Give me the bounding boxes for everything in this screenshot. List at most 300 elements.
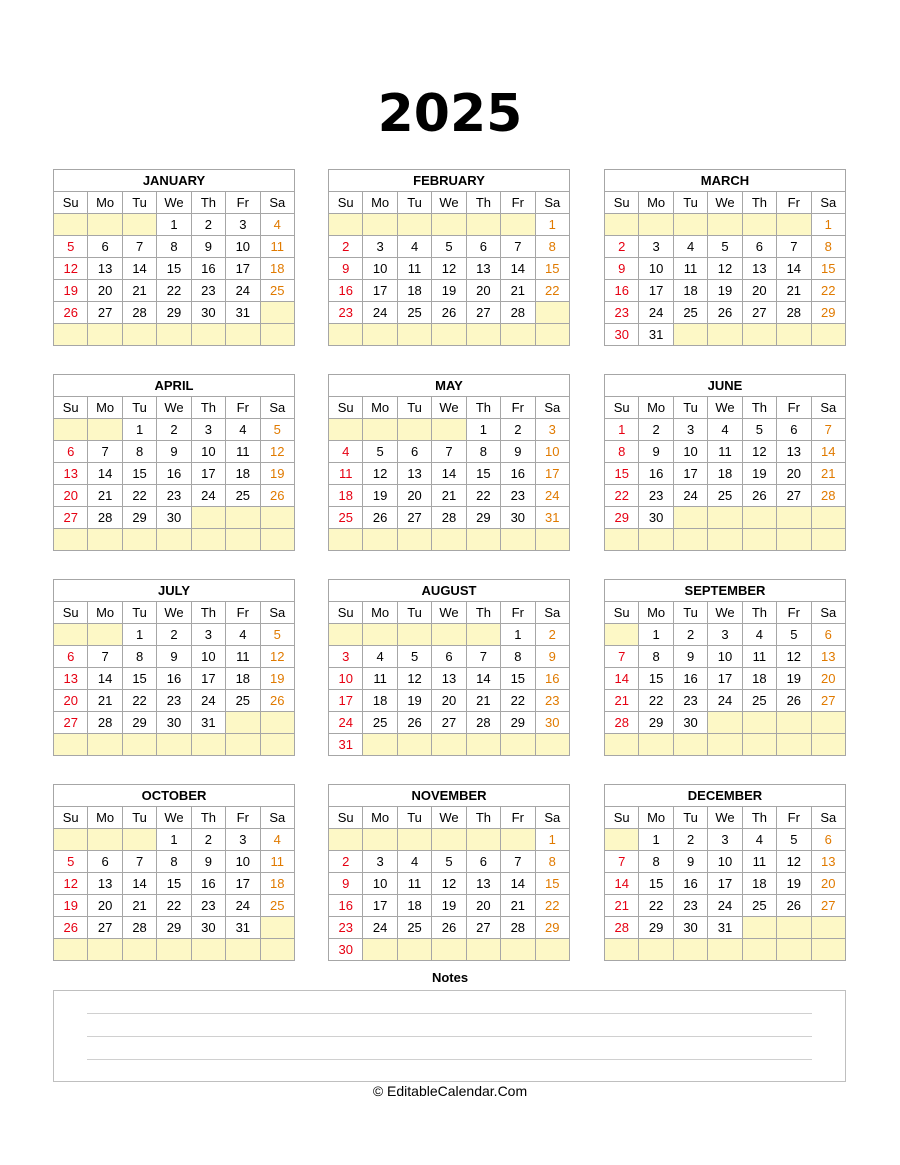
- month-name: NOVEMBER: [329, 785, 570, 807]
- month-september: [604, 579, 846, 756]
- day-cell: 14: [466, 668, 500, 690]
- day-cell: 27: [811, 895, 845, 917]
- day-cell: 5: [777, 829, 811, 851]
- month-november: [328, 784, 570, 961]
- day-cell: 15: [811, 258, 845, 280]
- day-cell: 15: [157, 258, 191, 280]
- day-cell: 10: [673, 441, 707, 463]
- empty-cell: [708, 214, 742, 236]
- day-cell: 18: [742, 873, 776, 895]
- day-cell: 15: [535, 873, 569, 895]
- day-cell: 3: [535, 419, 569, 441]
- empty-cell: [466, 734, 500, 756]
- empty-cell: [329, 624, 363, 646]
- day-cell: 4: [708, 419, 742, 441]
- day-cell: 17: [535, 463, 569, 485]
- empty-cell: [363, 829, 397, 851]
- empty-cell: [363, 734, 397, 756]
- day-cell: 3: [708, 829, 742, 851]
- day-cell: 12: [777, 851, 811, 873]
- day-cell: 27: [742, 302, 776, 324]
- day-cell: 21: [605, 895, 639, 917]
- day-cell: 18: [260, 258, 294, 280]
- day-cell: 21: [122, 280, 156, 302]
- empty-cell: [432, 624, 466, 646]
- weekday-header: Su: [329, 397, 363, 419]
- day-cell: 20: [811, 668, 845, 690]
- day-cell: 20: [466, 895, 500, 917]
- weekday-header: Su: [329, 807, 363, 829]
- day-cell: 24: [329, 712, 363, 734]
- day-cell: 28: [811, 485, 845, 507]
- day-cell: 5: [363, 441, 397, 463]
- day-cell: 29: [605, 507, 639, 529]
- empty-cell: [742, 529, 776, 551]
- day-cell: 2: [157, 419, 191, 441]
- day-cell: 7: [501, 236, 535, 258]
- empty-cell: [88, 624, 122, 646]
- day-cell: 14: [605, 668, 639, 690]
- empty-cell: [363, 624, 397, 646]
- empty-cell: [639, 214, 673, 236]
- day-cell: 22: [605, 485, 639, 507]
- day-cell: 3: [191, 624, 225, 646]
- empty-cell: [673, 324, 707, 346]
- day-cell: 13: [777, 441, 811, 463]
- weekday-header: Fr: [501, 397, 535, 419]
- weekday-header: Sa: [535, 192, 569, 214]
- empty-cell: [260, 529, 294, 551]
- day-cell: 14: [432, 463, 466, 485]
- empty-cell: [466, 624, 500, 646]
- day-cell: 4: [260, 214, 294, 236]
- empty-cell: [811, 507, 845, 529]
- weekday-header: We: [157, 192, 191, 214]
- day-cell: 31: [329, 734, 363, 756]
- day-cell: 1: [122, 624, 156, 646]
- day-cell: 21: [777, 280, 811, 302]
- empty-cell: [673, 507, 707, 529]
- empty-cell: [639, 529, 673, 551]
- weekday-header: We: [432, 397, 466, 419]
- empty-cell: [811, 712, 845, 734]
- day-cell: 23: [605, 302, 639, 324]
- day-cell: 23: [157, 690, 191, 712]
- month-name: JANUARY: [54, 170, 295, 192]
- day-cell: 29: [157, 917, 191, 939]
- month-name: DECEMBER: [605, 785, 846, 807]
- empty-cell: [54, 529, 88, 551]
- weekday-header: Th: [742, 397, 776, 419]
- day-cell: 19: [397, 690, 431, 712]
- day-cell: 13: [54, 668, 88, 690]
- weekday-header: Sa: [260, 807, 294, 829]
- empty-cell: [708, 712, 742, 734]
- day-cell: 27: [88, 917, 122, 939]
- day-cell: 25: [226, 690, 260, 712]
- month-august: [328, 579, 570, 756]
- weekday-header: Sa: [811, 602, 845, 624]
- empty-cell: [157, 324, 191, 346]
- day-cell: 28: [432, 507, 466, 529]
- day-cell: 16: [535, 668, 569, 690]
- empty-cell: [260, 712, 294, 734]
- weekday-header: We: [708, 192, 742, 214]
- empty-cell: [432, 939, 466, 961]
- day-cell: 25: [742, 690, 776, 712]
- weekday-header: Su: [54, 192, 88, 214]
- day-cell: 30: [191, 917, 225, 939]
- day-cell: 14: [88, 668, 122, 690]
- empty-cell: [191, 507, 225, 529]
- day-cell: 30: [329, 939, 363, 961]
- day-cell: 13: [742, 258, 776, 280]
- day-cell: 17: [329, 690, 363, 712]
- empty-cell: [673, 529, 707, 551]
- day-cell: 19: [432, 895, 466, 917]
- weekday-header: Fr: [501, 192, 535, 214]
- day-cell: 22: [639, 895, 673, 917]
- day-cell: 25: [329, 507, 363, 529]
- day-cell: 9: [673, 851, 707, 873]
- day-cell: 12: [54, 258, 88, 280]
- day-cell: 8: [811, 236, 845, 258]
- day-cell: 11: [329, 463, 363, 485]
- day-cell: 8: [122, 441, 156, 463]
- weekday-header: Th: [466, 397, 500, 419]
- day-cell: 11: [397, 258, 431, 280]
- day-cell: 22: [157, 895, 191, 917]
- day-cell: 25: [397, 302, 431, 324]
- empty-cell: [54, 624, 88, 646]
- day-cell: 6: [777, 419, 811, 441]
- weekday-header: Su: [54, 807, 88, 829]
- day-cell: 22: [122, 485, 156, 507]
- day-cell: 14: [122, 258, 156, 280]
- day-cell: 28: [777, 302, 811, 324]
- empty-cell: [88, 324, 122, 346]
- day-cell: 3: [226, 829, 260, 851]
- day-cell: 18: [226, 668, 260, 690]
- day-cell: 26: [54, 302, 88, 324]
- weekday-header: Mo: [639, 602, 673, 624]
- empty-cell: [88, 419, 122, 441]
- day-cell: 1: [535, 214, 569, 236]
- day-cell: 10: [226, 236, 260, 258]
- empty-cell: [226, 529, 260, 551]
- empty-cell: [329, 214, 363, 236]
- weekday-header: We: [157, 807, 191, 829]
- day-cell: 22: [811, 280, 845, 302]
- day-cell: 18: [673, 280, 707, 302]
- day-cell: 13: [432, 668, 466, 690]
- day-cell: 1: [811, 214, 845, 236]
- day-cell: 17: [673, 463, 707, 485]
- day-cell: 26: [432, 917, 466, 939]
- day-cell: 20: [54, 485, 88, 507]
- empty-cell: [122, 939, 156, 961]
- weekday-header: Th: [742, 807, 776, 829]
- weekday-header: Fr: [777, 397, 811, 419]
- day-cell: 28: [88, 507, 122, 529]
- day-cell: 31: [191, 712, 225, 734]
- empty-cell: [501, 734, 535, 756]
- empty-cell: [535, 302, 569, 324]
- empty-cell: [742, 734, 776, 756]
- weekday-header: Su: [605, 397, 639, 419]
- empty-cell: [432, 829, 466, 851]
- day-cell: 7: [88, 441, 122, 463]
- day-cell: 23: [673, 690, 707, 712]
- weekday-header: Mo: [639, 397, 673, 419]
- empty-cell: [742, 324, 776, 346]
- weekday-header: Th: [466, 807, 500, 829]
- day-cell: 10: [363, 873, 397, 895]
- day-cell: 17: [363, 895, 397, 917]
- weekday-header: Sa: [260, 397, 294, 419]
- empty-cell: [397, 829, 431, 851]
- empty-cell: [708, 529, 742, 551]
- empty-cell: [191, 529, 225, 551]
- empty-cell: [673, 939, 707, 961]
- empty-cell: [363, 419, 397, 441]
- day-cell: 16: [329, 280, 363, 302]
- month-name: APRIL: [54, 375, 295, 397]
- day-cell: 3: [329, 646, 363, 668]
- day-cell: 26: [397, 712, 431, 734]
- empty-cell: [811, 917, 845, 939]
- month-october: [53, 784, 295, 961]
- empty-cell: [466, 529, 500, 551]
- weekday-header: Tu: [397, 807, 431, 829]
- day-cell: 7: [122, 851, 156, 873]
- day-cell: 21: [88, 485, 122, 507]
- empty-cell: [226, 939, 260, 961]
- day-cell: 17: [708, 873, 742, 895]
- empty-cell: [363, 939, 397, 961]
- empty-cell: [605, 529, 639, 551]
- day-cell: 31: [639, 324, 673, 346]
- day-cell: 5: [432, 236, 466, 258]
- weekday-header: We: [432, 602, 466, 624]
- day-cell: 27: [397, 507, 431, 529]
- empty-cell: [260, 302, 294, 324]
- day-cell: 31: [535, 507, 569, 529]
- day-cell: 30: [535, 712, 569, 734]
- weekday-header: Su: [329, 602, 363, 624]
- empty-cell: [260, 507, 294, 529]
- month-name: JULY: [54, 580, 295, 602]
- empty-cell: [742, 939, 776, 961]
- day-cell: 31: [708, 917, 742, 939]
- day-cell: 3: [191, 419, 225, 441]
- day-cell: 20: [88, 280, 122, 302]
- weekday-header: Tu: [122, 602, 156, 624]
- day-cell: 19: [742, 463, 776, 485]
- day-cell: 16: [673, 668, 707, 690]
- empty-cell: [605, 734, 639, 756]
- day-cell: 18: [708, 463, 742, 485]
- empty-cell: [260, 734, 294, 756]
- day-cell: 26: [363, 507, 397, 529]
- day-cell: 18: [397, 895, 431, 917]
- day-cell: 14: [811, 441, 845, 463]
- empty-cell: [605, 829, 639, 851]
- empty-cell: [260, 939, 294, 961]
- day-cell: 24: [708, 690, 742, 712]
- day-cell: 27: [466, 302, 500, 324]
- empty-cell: [742, 712, 776, 734]
- day-cell: 13: [88, 258, 122, 280]
- day-cell: 14: [122, 873, 156, 895]
- empty-cell: [226, 324, 260, 346]
- day-cell: 25: [363, 712, 397, 734]
- weekday-header: Su: [54, 397, 88, 419]
- day-cell: 12: [432, 258, 466, 280]
- empty-cell: [466, 214, 500, 236]
- empty-cell: [708, 734, 742, 756]
- empty-cell: [639, 734, 673, 756]
- empty-cell: [397, 529, 431, 551]
- day-cell: 7: [605, 646, 639, 668]
- month-april: [53, 374, 295, 551]
- weekday-header: Tu: [397, 192, 431, 214]
- notes-line: [87, 1013, 812, 1014]
- day-cell: 30: [673, 712, 707, 734]
- empty-cell: [54, 214, 88, 236]
- day-cell: 10: [708, 646, 742, 668]
- day-cell: 9: [191, 236, 225, 258]
- day-cell: 27: [466, 917, 500, 939]
- empty-cell: [742, 214, 776, 236]
- weekday-header: Su: [605, 807, 639, 829]
- month-may: [328, 374, 570, 551]
- empty-cell: [777, 529, 811, 551]
- day-cell: 13: [466, 873, 500, 895]
- weekday-header: Th: [191, 807, 225, 829]
- month-name: JUNE: [605, 375, 846, 397]
- weekday-header: Th: [466, 602, 500, 624]
- day-cell: 4: [397, 236, 431, 258]
- day-cell: 28: [605, 917, 639, 939]
- day-cell: 13: [811, 646, 845, 668]
- day-cell: 9: [329, 873, 363, 895]
- day-cell: 16: [329, 895, 363, 917]
- empty-cell: [501, 324, 535, 346]
- day-cell: 9: [673, 646, 707, 668]
- empty-cell: [432, 324, 466, 346]
- day-cell: 10: [708, 851, 742, 873]
- day-cell: 6: [88, 236, 122, 258]
- day-cell: 24: [191, 690, 225, 712]
- day-cell: 27: [54, 507, 88, 529]
- day-cell: 20: [777, 463, 811, 485]
- empty-cell: [811, 734, 845, 756]
- weekday-header: We: [157, 602, 191, 624]
- empty-cell: [605, 939, 639, 961]
- day-cell: 25: [226, 485, 260, 507]
- empty-cell: [535, 734, 569, 756]
- empty-cell: [191, 939, 225, 961]
- day-cell: 24: [708, 895, 742, 917]
- weekday-header: Tu: [673, 602, 707, 624]
- weekday-header: Tu: [122, 192, 156, 214]
- day-cell: 31: [226, 917, 260, 939]
- month-name: OCTOBER: [54, 785, 295, 807]
- day-cell: 4: [329, 441, 363, 463]
- day-cell: 1: [639, 624, 673, 646]
- day-cell: 3: [226, 214, 260, 236]
- day-cell: 29: [535, 917, 569, 939]
- weekday-header: Mo: [363, 602, 397, 624]
- empty-cell: [363, 324, 397, 346]
- month-february: [328, 169, 570, 346]
- weekday-header: Th: [466, 192, 500, 214]
- day-cell: 4: [742, 624, 776, 646]
- empty-cell: [157, 939, 191, 961]
- day-cell: 26: [742, 485, 776, 507]
- day-cell: 24: [639, 302, 673, 324]
- day-cell: 6: [432, 646, 466, 668]
- empty-cell: [811, 939, 845, 961]
- empty-cell: [466, 324, 500, 346]
- day-cell: 4: [260, 829, 294, 851]
- day-cell: 30: [191, 302, 225, 324]
- day-cell: 28: [501, 917, 535, 939]
- day-cell: 13: [811, 851, 845, 873]
- day-cell: 6: [397, 441, 431, 463]
- day-cell: 26: [777, 690, 811, 712]
- day-cell: 20: [397, 485, 431, 507]
- day-cell: 16: [639, 463, 673, 485]
- empty-cell: [466, 829, 500, 851]
- day-cell: 30: [501, 507, 535, 529]
- weekday-header: Tu: [122, 397, 156, 419]
- day-cell: 16: [673, 873, 707, 895]
- day-cell: 6: [54, 646, 88, 668]
- day-cell: 10: [226, 851, 260, 873]
- empty-cell: [777, 324, 811, 346]
- weekday-header: Tu: [673, 192, 707, 214]
- empty-cell: [673, 734, 707, 756]
- empty-cell: [88, 529, 122, 551]
- day-cell: 3: [363, 236, 397, 258]
- day-cell: 20: [466, 280, 500, 302]
- notes-box[interactable]: [53, 990, 846, 1082]
- day-cell: 30: [605, 324, 639, 346]
- day-cell: 16: [605, 280, 639, 302]
- day-cell: 14: [501, 258, 535, 280]
- day-cell: 15: [535, 258, 569, 280]
- year-title: 2025: [377, 84, 523, 144]
- day-cell: 10: [639, 258, 673, 280]
- day-cell: 27: [88, 302, 122, 324]
- day-cell: 9: [535, 646, 569, 668]
- empty-cell: [501, 529, 535, 551]
- day-cell: 27: [54, 712, 88, 734]
- day-cell: 24: [191, 485, 225, 507]
- day-cell: 2: [605, 236, 639, 258]
- day-cell: 1: [501, 624, 535, 646]
- day-cell: 6: [54, 441, 88, 463]
- day-cell: 25: [708, 485, 742, 507]
- day-cell: 8: [535, 236, 569, 258]
- weekday-header: We: [432, 807, 466, 829]
- day-cell: 16: [501, 463, 535, 485]
- empty-cell: [811, 324, 845, 346]
- empty-cell: [708, 324, 742, 346]
- weekday-header: Mo: [363, 807, 397, 829]
